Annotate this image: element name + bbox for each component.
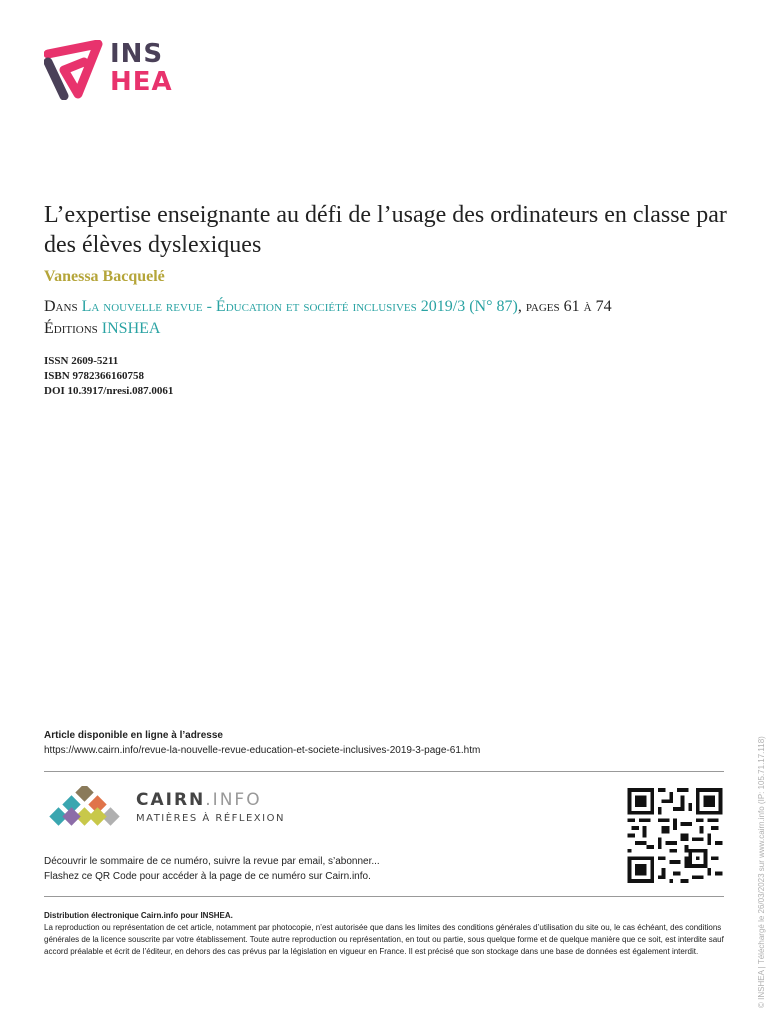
- doi-value: 10.3917/nresi.087.0061: [67, 385, 174, 397]
- article-author[interactable]: Vanessa Bacquelé: [44, 268, 165, 285]
- identifiers: [44, 354, 173, 399]
- issue-link[interactable]: 2019/3 (N° 87): [420, 298, 518, 315]
- discover-line1: Découvrir le sommaire de ce numéro, suivre la revue par email, s’abonner...: [44, 856, 380, 867]
- availability-block: [44, 728, 480, 758]
- issn-value: 2609-5211: [71, 355, 119, 367]
- discover-line2: Flashez ce QR Code pour accéder à la page de ce numéro sur Cairn.info.: [44, 871, 371, 882]
- publisher-link[interactable]: INSHEA: [101, 320, 161, 337]
- divider-bottom: [44, 896, 724, 897]
- issn-row: ISSN 2609-5211: [44, 355, 119, 367]
- download-watermark: © INSHEA | Téléchargé le 26/03/2023 sur www.cairn.info (IP: 105.71.17.118): [757, 736, 766, 1008]
- isbn-row: ISBN 9782366160758: [44, 370, 144, 382]
- inshea-logo-icon: [44, 40, 104, 100]
- publication-line: [44, 298, 612, 316]
- divider-top: [44, 771, 724, 772]
- pages-text: , pages 61 à 74: [517, 298, 612, 315]
- article-url[interactable]: https://www.cairn.info/revue-la-nouvelle-revue-education-et-societe-inclusives-2019-3-page-61.htm: [44, 745, 481, 756]
- publisher-label: Éditions: [44, 320, 98, 337]
- article-title: L’expertise enseignante au défi de l’usage des ordinateurs en classe par des élèves dyslexiques: [44, 202, 727, 258]
- discover-block: [44, 854, 380, 884]
- logo-line1: INS: [110, 39, 164, 69]
- legal-notice: [44, 910, 726, 958]
- cairn-logo-icon: [44, 786, 126, 836]
- qr-code-icon[interactable]: [626, 788, 724, 883]
- doi-row: DOI 10.3917/nresi.087.0061: [44, 385, 174, 397]
- logo-line2: HEA: [110, 67, 173, 97]
- logo-wordmark: [110, 40, 173, 96]
- availability-label: Article disponible en ligne à l’adresse: [44, 730, 223, 741]
- publisher-line: [44, 320, 160, 338]
- in-label: Dans: [44, 298, 78, 315]
- journal-link[interactable]: La nouvelle revue - Éducation et société inclusives: [81, 298, 417, 315]
- inshea-logo: [44, 40, 194, 102]
- isbn-value: 9782366160758: [72, 370, 144, 382]
- legal-body: La reproduction ou représentation de cet article, notamment par photocopie, n’est autorisée que dans les limites des conditions générales d’utilisation du site ou, le cas échéant, des conditions générales de la licence souscrite par votre établissement. Toute autre reproduction ou représentation, en tout ou partie, sous quelque forme et de quelque manière que ce soit, est interdite sauf accord préalable et écrit de l’éditeur, en dehors des cas prévus par la législation en vigueur en France. Il est précisé que son stockage dans une base de données est également interdit.: [44, 923, 724, 956]
- cairn-tagline: MATIÈRES À RÉFLEXION: [136, 813, 285, 824]
- legal-heading: Distribution électronique Cairn.info pour INSHEA.: [44, 911, 233, 920]
- cairn-wordmark: CAIRN.INFO: [136, 790, 262, 810]
